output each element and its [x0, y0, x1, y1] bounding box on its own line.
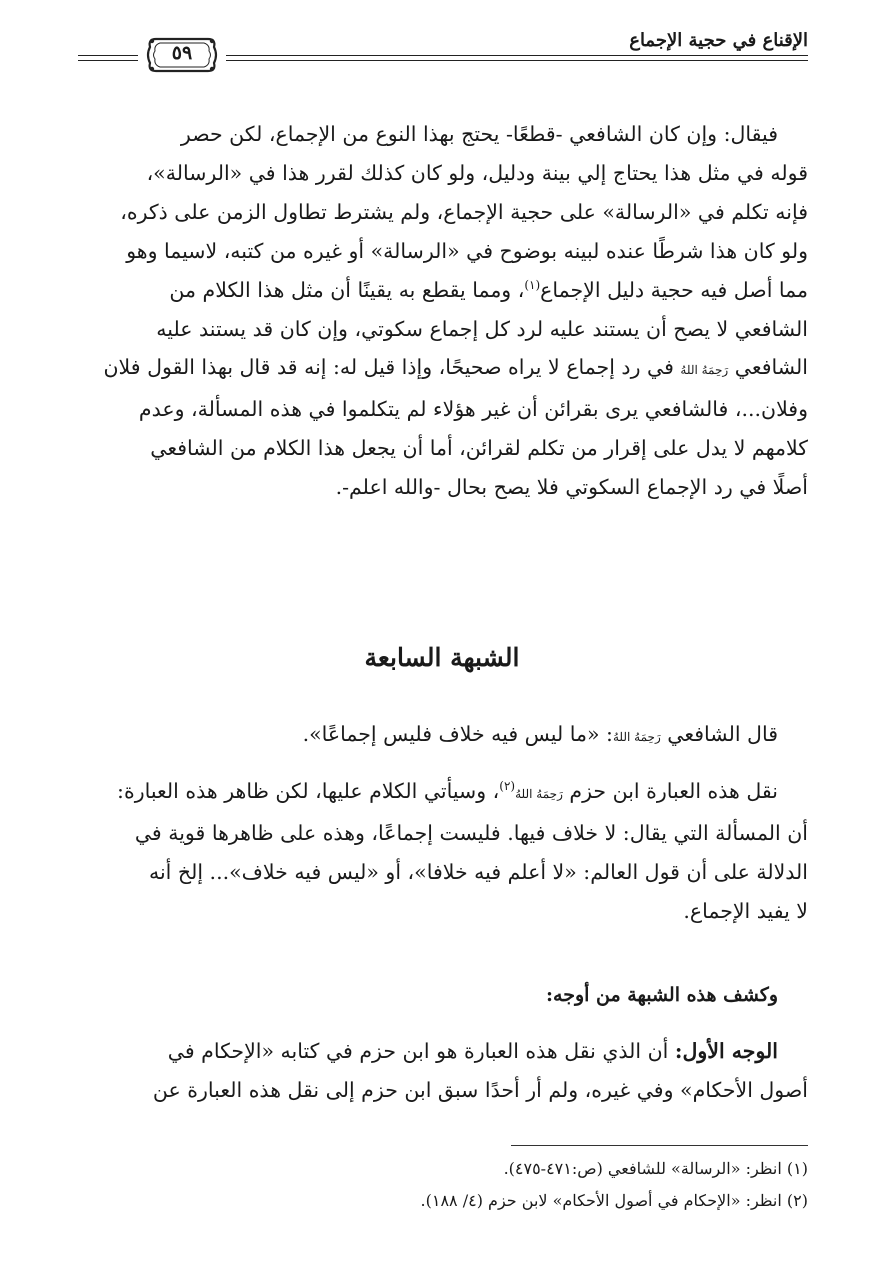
- header-rule-left-top: [78, 55, 138, 56]
- footnote-ref-1[interactable]: (١): [524, 277, 541, 292]
- text-line: قوله في مثل هذا يحتاج إلي بينة ودليل، ولو كان كذلك لقرر هذا في «الرسالة»،: [146, 160, 808, 185]
- text-line: الدلالة على أن قول العالم: «لا أعلم فيه خلافا»، أو «ليس فيه خلاف»... إلخ أنه: [148, 859, 808, 884]
- text-line: [76, 348, 808, 390]
- text-line: فإنه تكلم في «الرسالة» على حجية الإجماع، ولم يشترط تطاول الزمن على ذكره،: [120, 199, 808, 224]
- text-line: أصلًا في رد الإجماع السكوتي فلا يصح بحال -والله اعلم-.: [335, 475, 808, 500]
- text-span: ، وسيأتي الكلام عليها، لكن ظاهر هذه العبارة:: [117, 779, 500, 803]
- text-span: نقل هذه العبارة ابن حزم: [569, 779, 778, 803]
- footnote-2: (٢) انظر: «الإحكام في أصول الأحكام» لابن حزم (٤/ ١٨٨).: [420, 1191, 808, 1210]
- text-span: مما أصل فيه حجية دليل الإجماع: [540, 277, 808, 302]
- text-span: : «ما ليس فيه خلاف فليس إجماعًا».: [302, 722, 613, 746]
- text-line: أصول الأحكام» وفي غيره، ولم أر أحدًا سبق ابن حزم إلى نقل هذه العبارة عن: [152, 1077, 808, 1102]
- bold-lead: الوجه الأول:: [674, 1039, 778, 1063]
- subheading: وكشف هذه الشبهة من أوجه:: [546, 984, 778, 1006]
- header-rule-left-bottom: [78, 60, 138, 61]
- header-rule-right-top: [226, 55, 808, 56]
- paragraph-2: [76, 772, 808, 931]
- honorific: رَحِمَهُ اللهُ: [515, 787, 563, 801]
- text-span: أن الذي نقل هذه العبارة هو ابن حزم في كتابه «الإحكام في: [167, 1039, 669, 1063]
- footnote-ref-2[interactable]: (٢): [499, 779, 516, 794]
- text-span: في رد إجماع لا يراه صحيحًا، وإذا قيل له: إنه قد قال بهذا القول فلان: [103, 355, 674, 380]
- text-line: لا يفيد الإجماع.: [683, 898, 808, 923]
- honorific: رَحِمَهُ اللهُ: [612, 730, 661, 744]
- text-span: ، ومما يقطع به يقينًا أن مثل هذا الكلام من: [169, 277, 525, 302]
- text-span: قال الشافعي: [667, 722, 778, 746]
- page-number: ٥٩: [171, 42, 193, 64]
- text-line: [76, 772, 808, 814]
- page-number-ornament: [144, 33, 220, 77]
- text-line: كلامهم لا يدل على إقرار من تكلم لقرائن، أما أن يجعل هذا الكلام من الشافعي: [150, 436, 808, 461]
- text-line: فيقال: وإن كان الشافعي -قطعًا- يحتج بهذا النوع من الإجماع، لكن حصر: [180, 122, 778, 146]
- section-heading: الشبهة السابعة: [364, 643, 520, 672]
- text-line: الشافعي لا يصح أن يستند عليه لرد كل إجماع سكوتي، وإن كان قد يستند عليه: [156, 316, 808, 341]
- footnote-separator: [511, 1145, 808, 1146]
- paragraph-3: [76, 1032, 808, 1110]
- text-line: وفلان...، فالشافعي يرى بقرائن أن غير هؤلاء لم يتكلموا في هذه المسألة، وعدم: [138, 397, 808, 422]
- footnotes: [76, 1153, 808, 1217]
- header-rule-right-bottom: [226, 60, 808, 61]
- quote-block: [76, 715, 808, 757]
- paragraph-1: [76, 115, 808, 507]
- text-line: [76, 271, 808, 310]
- footnote-1: (١) انظر: «الرسالة» للشافعي (ص:٤٧١-٤٧٥).: [503, 1159, 808, 1178]
- text-line: أن المسألة التي يقال: لا خلاف فيها. فليست إجماعًا، وهذه على ظاهرها قوية في: [134, 820, 808, 845]
- running-title: الإقناع في حجية الإجماع: [629, 30, 808, 51]
- text-span: الشافعي: [734, 355, 808, 380]
- text-line: ولو كان هذا شرطًا عنده لبينه بوضوح في «الرسالة» أو غيره من كتبه، لاسيما وهو: [126, 238, 808, 263]
- text-line: [76, 1032, 808, 1071]
- honorific: رَحِمَهُ اللهُ: [680, 363, 729, 378]
- quote-line: [76, 715, 808, 757]
